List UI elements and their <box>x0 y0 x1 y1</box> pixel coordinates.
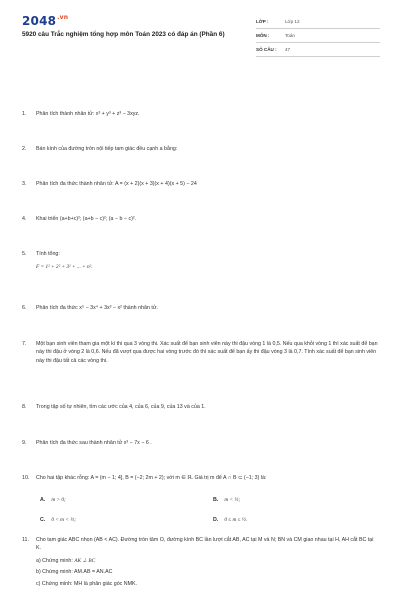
option-label: A. <box>40 497 46 503</box>
meta-key: MÔN : <box>256 33 270 38</box>
part-value: AM.AB = AN.AC <box>74 569 113 576</box>
question-text: Trong tập số tự nhiên, tìm các ước của 4, của 6, của 9, của 13 và của 1. <box>36 404 206 410</box>
question-7 <box>22 340 378 365</box>
part-label: c) Chứng minh: <box>36 580 73 587</box>
question-10 <box>22 474 378 482</box>
logo-suffix: .vn <box>57 14 69 21</box>
logo-text: 2048 <box>22 14 57 28</box>
question-5 <box>22 250 378 272</box>
question-number: 4. <box>22 216 27 222</box>
question-number: 11. <box>22 537 29 543</box>
question-1 <box>22 110 378 118</box>
option-label: C. <box>40 517 46 523</box>
meta-key: LỚP : <box>256 19 269 24</box>
meta-value: Lớp 12 <box>285 19 300 24</box>
meta-row-subject <box>256 29 380 43</box>
question-text: Tính tổng: <box>36 251 60 257</box>
question-text: Bán kính của đường tròn nội tiếp tam giác đều cạnh a bằng: <box>36 146 178 152</box>
question-number: 2. <box>22 146 27 152</box>
option-c[interactable] <box>40 517 76 523</box>
question-6 <box>22 304 378 312</box>
part-value: AK ⊥ BC <box>74 557 96 564</box>
question-text: Một bạn sinh viên tham gia một kì thi qua 3 vòng thi. Xác suất để bạn sinh viên này thi đậu vòng 1 là 0,5. Nếu qua khỏi vòng 1 thì xác suất để bạn này thi đậu ở vòng 2 là 0,6. Nếu đã vượt qua được hai vòng trước đó thì xác suất để bạn ấy thi đậu vòng 3 là 0,7. Tính xác suất để bạn sinh viên này thi đậu tất cả các vòng thi. <box>36 341 378 364</box>
page-title: 5920 câu Trắc nghiệm tổng hợp môn Toán 2023 có đáp án (Phần 6) <box>22 31 225 38</box>
meta-row-count <box>256 43 380 57</box>
question-number: 7. <box>22 341 27 347</box>
part-value: MH là phân giác góc NMK. <box>74 580 138 587</box>
meta-key: SỐ CÂU : <box>256 47 277 52</box>
option-value: m < ½; <box>224 497 241 503</box>
question-9 <box>22 439 378 447</box>
question-number: 3. <box>22 181 27 187</box>
option-value: m > 0; <box>51 497 66 503</box>
question-formula: F = 1² + 2² + 3² + ... + n². <box>36 264 93 271</box>
part-label: b) Chứng minh: <box>36 569 73 576</box>
meta-table <box>256 15 380 57</box>
question-number: 10. <box>22 475 30 481</box>
question-text: Phân tích thành nhân tử: x³ + y³ + z³ − 3xyz. <box>36 111 140 117</box>
option-b[interactable] <box>213 497 240 503</box>
meta-value: Toán <box>285 33 295 38</box>
question-3 <box>22 180 378 188</box>
question-part-b <box>36 568 378 576</box>
question-text: Khai triển (a+b+c)²; (a+b − c)²; (a − b − c)². <box>36 216 137 222</box>
option-d[interactable] <box>213 517 247 523</box>
question-text: Phân tích đa thức thành nhân tử: A = (x + 2)(x + 3)(x + 4)(x + 5) − 24 <box>36 181 197 187</box>
option-value: 0 < m < ½; <box>51 517 76 523</box>
option-label: D. <box>213 517 219 523</box>
question-text: Cho hai tập khác rỗng: A = (m − 1; 4], B = (−2; 2m + 2); với m ∈ ℝ. Giá trị m để A ∩ B ⊂ (−1; 3) là: <box>36 475 267 481</box>
question-4 <box>22 215 378 223</box>
option-a[interactable] <box>40 497 66 503</box>
question-number: 6. <box>22 305 27 311</box>
meta-value: 47 <box>285 47 291 52</box>
option-label: B. <box>213 497 219 503</box>
site-logo[interactable] <box>22 14 68 28</box>
meta-row-class <box>256 15 380 29</box>
question-number: 8. <box>22 404 27 410</box>
question-8 <box>22 403 378 411</box>
question-text: Phân tích đa thức x⁵ − 3x⁴ + 3x³ − x² thành nhân tử. <box>36 305 158 311</box>
question-2 <box>22 145 378 153</box>
question-number: 1. <box>22 111 27 117</box>
question-text: Phân tích đa thức sau thành nhân tử x³ − 7x − 6 . <box>36 440 152 446</box>
question-number: 9. <box>22 440 27 446</box>
part-label: a) Chứng minh: <box>36 557 73 564</box>
question-11 <box>22 536 378 588</box>
question-part-c <box>36 580 378 588</box>
option-value: 0 ≤ m ≤ ½. <box>224 517 248 523</box>
question-number: 5. <box>22 251 27 257</box>
question-part-a <box>36 557 378 565</box>
question-text: Cho tam giác ABC nhọn (AB < AC). Đường tròn tâm O, đường kính BC lần lượt cắt AB, AC tại M và N; BN và CM giao nhau tại H, AH cắt BC tại K. <box>36 537 374 552</box>
